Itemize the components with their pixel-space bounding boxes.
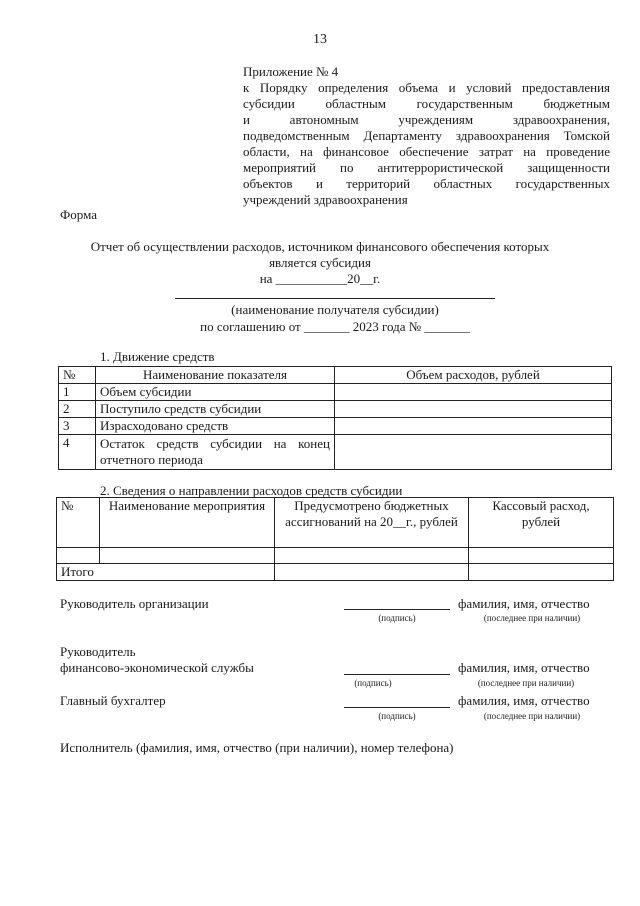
appendix-line: области, на финансовое обеспечение затрат на проведение (243, 144, 610, 159)
row-name: Объем субсидии (96, 384, 335, 401)
row-name: Остаток средств субсидии на конец отчетного периода (96, 435, 335, 470)
accountant-label: Главный бухгалтер (60, 693, 166, 708)
row-num: 1 (59, 384, 96, 401)
expenditure-table (56, 497, 614, 581)
row-name: Поступило средств субсидии (96, 401, 335, 418)
head-sign-caption: (подпись) (378, 613, 416, 623)
col-event-header: Наименование мероприятия (100, 498, 275, 548)
row-amount-cell (335, 418, 612, 435)
head-signature-line (344, 609, 450, 610)
col-num-header: № (59, 367, 96, 384)
funds-movement-table (58, 366, 612, 470)
recipient-underline (175, 298, 495, 299)
table-row (57, 548, 614, 564)
appendix-line: к Порядку определения объема и условий предоставления (243, 80, 610, 95)
col-amount-header: Объем расходов, рублей (335, 367, 612, 384)
appendix-line: подведомственным Департаменту здравоохранения Томской (243, 128, 610, 143)
appendix-title: Приложение № 4 (243, 64, 339, 79)
row-amount-cell (335, 384, 612, 401)
finance-name-caption: (последнее при наличии) (477, 678, 575, 688)
appendix-line: субсидии областным государственным бюджетным (243, 96, 610, 111)
finance-sign-caption: (подпись) (354, 678, 392, 688)
appendix-line: и автономным учреждениям здравоохранения, (243, 112, 610, 127)
row-num: 2 (59, 401, 96, 418)
total-cash-cell (469, 564, 614, 581)
head-label: Руководитель организации (60, 596, 209, 611)
appendix-block (243, 64, 610, 208)
total-row (57, 564, 614, 581)
col-name-header: Наименование показателя (96, 367, 335, 384)
row-num: 4 (59, 435, 96, 470)
appendix-line: объектов и территорий областных государственных (243, 176, 610, 191)
recipient-caption: (наименование получателя субсидии) (231, 302, 439, 317)
page-number: 13 (313, 32, 327, 47)
table-row (59, 435, 612, 470)
row-amount-cell (335, 435, 612, 470)
table-row (59, 418, 612, 435)
finance-name-label: фамилия, имя, отчество (458, 660, 590, 675)
empty-cell (275, 548, 469, 564)
accountant-sign-caption: (подпись) (378, 711, 416, 721)
col-budget-header: Предусмотрено бюджетных ассигнований на 20__г., рублей (275, 498, 469, 548)
table-row (59, 401, 612, 418)
empty-cell (469, 548, 614, 564)
accountant-name-caption: (последнее при наличии) (483, 711, 581, 721)
executor-line: Исполнитель (фамилия, имя, отчество (при наличии), номер телефона) (60, 740, 454, 755)
section1-heading: 1. Движение средств (100, 349, 215, 364)
table-header-row (59, 367, 612, 384)
row-num: 3 (59, 418, 96, 435)
finance-signature-line (344, 674, 450, 675)
report-title-line1: Отчет об осуществлении расходов, источником финансового обеспечения которых (90, 239, 550, 254)
row-amount-cell (335, 401, 612, 418)
report-title-line2: является субсидия (269, 255, 371, 270)
head-name-caption: (последнее при наличии) (483, 613, 581, 623)
table-row (59, 384, 612, 401)
form-label: Форма (60, 207, 97, 222)
table-header-row (57, 498, 614, 548)
section2-heading: 2. Сведения о направлении расходов средств субсидии (100, 483, 403, 498)
report-date: на ___________20__г. (259, 271, 381, 286)
total-budget-cell (275, 564, 469, 581)
agreement-line: по соглашению от _______ 2023 года № _______ (200, 319, 470, 334)
appendix-line: мероприятий по антитеррористической защищенности (243, 160, 610, 175)
appendix-line: учреждений здравоохранения (243, 192, 408, 207)
accountant-signature-line (344, 707, 450, 708)
accountant-name-label: фамилия, имя, отчество (458, 693, 590, 708)
col-cash-header: Кассовый расход, рублей (469, 498, 614, 548)
finance-label-line1: Руководитель (60, 644, 136, 659)
total-label: Итого (57, 564, 275, 581)
row-name: Израсходовано средств (96, 418, 335, 435)
head-name-label: фамилия, имя, отчество (458, 596, 590, 611)
empty-cell (57, 548, 100, 564)
empty-cell (100, 548, 275, 564)
col-num-header: № (57, 498, 100, 548)
finance-label-line2: финансово-экономической службы (60, 660, 254, 675)
